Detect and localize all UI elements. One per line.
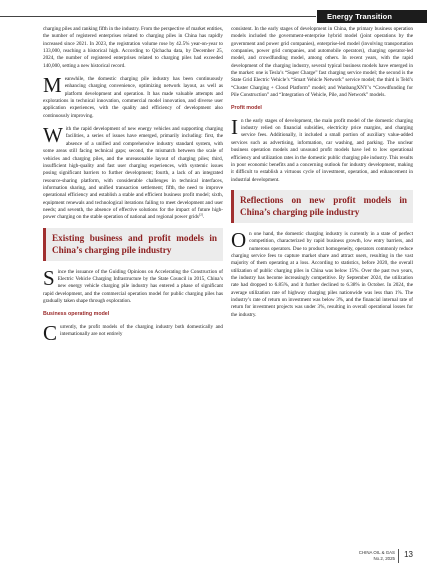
paragraph: charging piles and ranking fifth in the industry. From the perspective of market entities, the number of registered enterprises related to charging piles in China has rapidly increased since 2021. In 2023, the registration volume rose by 42.5% year-on-year to 133,000, reaching a historical high. According to Qichacha data, by December 25, 2024, the number of registered enterprises related to charging piles had exceeded 140,000, setting a new historical record. [43, 26, 223, 69]
section-label: Energy Transition [317, 10, 427, 23]
page-number: 13 [404, 550, 413, 559]
paragraph [43, 123, 223, 221]
section-heading-text: Existing business and profit models in China’s charging pile industry [52, 232, 217, 255]
section-heading [231, 190, 413, 223]
left-column [43, 26, 223, 344]
footer-divider [398, 549, 399, 563]
paragraph-text: urrently, the profit models of the charging industry both domestically and internationally are not entirely [60, 323, 223, 337]
right-column [231, 26, 413, 325]
paragraph-text: ince the issuance of the Guiding Opinions on Accelerating the Construction of Electric Vehicle Charging Infrastructure by the State Council in 2015, China’s new energy vehicle charging pile industry has entered a phase of significant rapid development, and the commercial operation model for public charging piles has gradually taken shape through exploration. [43, 268, 223, 304]
magazine-name: CHINA OIL & GAS [358, 550, 395, 555]
drop-cap: C [43, 320, 58, 345]
section-heading-text: Reflections on new profit models in China’s charging pile industry [240, 194, 407, 217]
header-rule [0, 16, 316, 17]
paragraph [43, 265, 223, 306]
paragraph: consistent. In the early stages of development in China, the primary business operation models included the government-enterprise hybrid model (joint operations by the government and power grid companies), enterprise-led model (involving transportation companies, power grid companies, and automobile operators), charging operator-led model, and crowdfunding model, among others. In recent years, with the rapid development of the charging industry, several typical business models have emerged in the market: one is Tesla’s “Super Charge” fast charging service model; the second is the State Grid Electric Vehicle’s “Smart Vehicle Network” service model; the third is Teld’s “Cluster Charging + Cloud Platform” model; and WanbangXNY’s “Crowdfunding for Pile Construction” and “Integration of Vehicle, Pile, and Network” models. [231, 26, 413, 99]
drop-cap: I [231, 114, 238, 139]
drop-cap: M [43, 73, 62, 98]
paragraph-text: n the early stages of development, the main profit model of the domestic charging industry relied on financial subsidies, electricity price margins, and charging service fees. Additionally, it included a small portion of auxiliary value-added services such as advertising, information, car washing, and parking. The unclear business operation models and unsound profit models have led to low operational efficiency and utilization rates in the domestic public charging pile industry. This results in poor economic benefits and a concerning outlook for industry development, making it difficult to establish a virtuous cycle of investment, operation, and enhancement in industrial development. [231, 117, 413, 183]
paragraph-text: n one hand, the domestic charging industry is currently in a state of perfect competition, characterized by rapid business growth, low entry barriers, and numerous operators. Due to product homogeneity, operators commonly reduce charging service fees to capture market share and attract users, resulting in the vast majority of them operating at a loss. According to statistics, before 2020, the overall utilization of public charging piles in China was below 15%. Over the past two years, the industry has become increasingly competitive. By September 2024, the utilization rate had dropped to 6.85%, and it further declined to 6.38% in October. In 2024, the average utilization rate of highway charging piles nationwide was less than 1%. The industry’s rate of return on investment was below 3%, and the financial internal rate of return for investment projects was under 3%, resulting in overall operational losses for the industry. [231, 230, 413, 318]
citation-ref: [2] [198, 212, 204, 217]
section-heading [43, 228, 223, 261]
page-header [0, 0, 427, 22]
drop-cap: O [231, 227, 247, 252]
paragraph-end: . [203, 214, 205, 221]
publication-info [359, 550, 395, 562]
subheading: Business operating model [43, 311, 110, 318]
paragraph [43, 73, 223, 120]
drop-cap: S [43, 265, 55, 290]
paragraph [231, 114, 413, 184]
paragraph [43, 320, 223, 345]
paragraph-text: eanwhile, the domestic charging pile industry has been continuously enhancing charging convenience, optimizing network layout, as well as platform development and operation. It has made valuable attempts and explorations in technical innovation, commercial model innovation, and diverse user application experiences, with the quality and efficiency of development also continuously improving. [43, 76, 223, 119]
subheading: Profit model [231, 105, 262, 112]
drop-cap: W [43, 123, 63, 148]
paragraph [231, 227, 413, 319]
issue-number: No.2, 2025 [373, 556, 395, 561]
paragraph-text: ith the rapid development of new energy vehicles and supporting charging facilities, a series of issues have emerged, primarily including: first, the absence of a unified and comprehensive industry standard system, with some areas still facing technical gaps; second, the mismatch between the scale of vehicles and charging piles, and the unreasonable layout of charging piles; third, insufficient high-quality and fast user charging experiences, with systemic issues posing significant barriers to further development; fourth, a lack of an integrated resource-sharing platform, with considerable challenges in technical interfaces, information sharing, and unified transaction settlement; fifth, the need to improve operational efficiency and establish a stable and efficient business profit model; sixth, equipment renewals and technological iterations failing to meet development and user needs; and seventh, the absence of effective solutions for the impact of future high-power charging on the stable operation of national and regional power grids [43, 126, 223, 221]
